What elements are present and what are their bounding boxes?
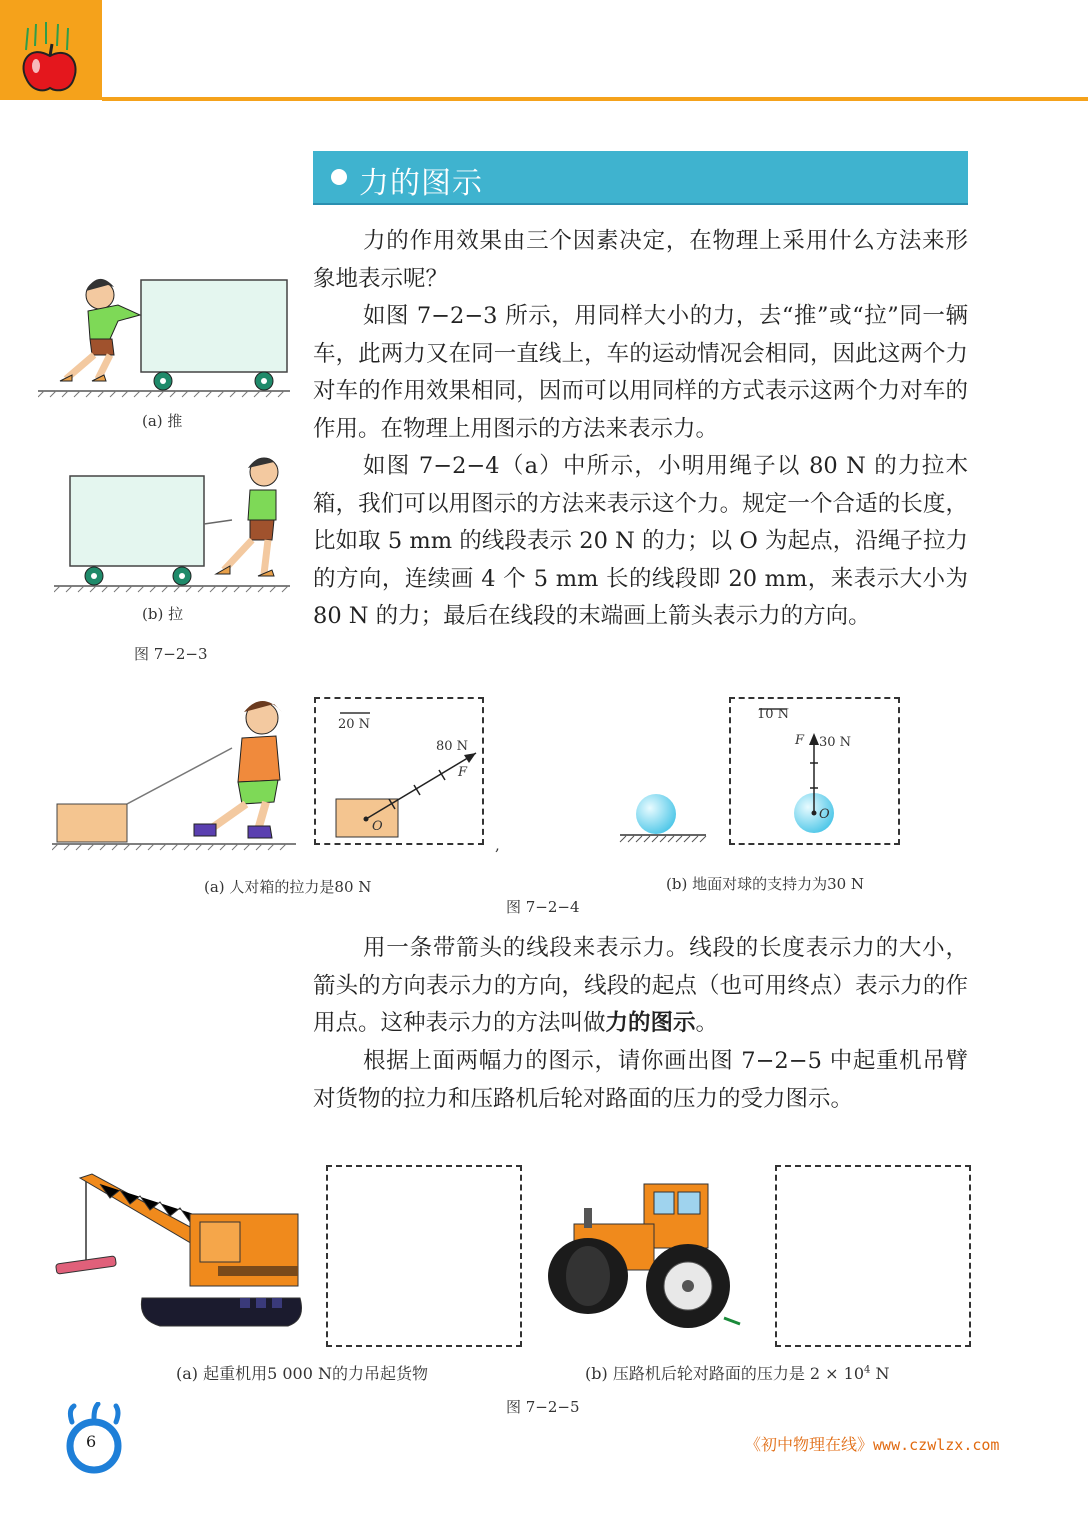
figure-boy-pulling-box <box>52 690 302 855</box>
paragraph-1: 力的作用效果由三个因素决定，在物理上采用什么方法来形象地表示呢？ <box>313 228 968 292</box>
figure-724-caption-a: (a) 人对箱的拉力是80 N <box>204 878 372 896</box>
figure-725-caption-b-unit: N <box>870 1364 890 1383</box>
figure-724-label: 图 7−2−4 <box>506 898 580 916</box>
paragraph-4-text: 用一条带箭头的线段来表示力。线段的长度表示力的大小，箭头的方向表示力的方向，线段的起点（也可用终点）表示力的作用点。这种表示力的方法叫做 <box>313 935 968 1036</box>
answer-box-crane[interactable] <box>326 1165 522 1347</box>
force-diagram-box-b <box>729 697 900 845</box>
force-label-a: 80 N <box>436 739 469 754</box>
figure-725-label: 图 7−2−5 <box>506 1398 580 1416</box>
section-header <box>313 151 968 205</box>
paragraph-4 <box>313 930 968 1043</box>
footer-url[interactable]: www.czwlzx.com <box>873 1436 1000 1454</box>
page-number: 6 <box>86 1432 97 1451</box>
apple-icon <box>0 0 102 100</box>
force-symbol-a: F <box>458 765 468 780</box>
figure-724-comma: , <box>495 836 500 854</box>
figure-724-caption-b: (b) 地面对球的支持力为30 N <box>666 875 865 893</box>
scale-label-b: 10 N <box>757 707 790 722</box>
figure-725-caption-b-exponent: 4 <box>864 1364 871 1376</box>
origin-label-b: O <box>819 807 830 822</box>
origin-label-a: O <box>372 819 383 834</box>
answer-box-roller[interactable] <box>775 1165 971 1347</box>
figure-723-caption-b: (b) 拉 <box>142 605 184 623</box>
figure-ball-on-ground <box>616 790 712 846</box>
figure-road-roller-illustration <box>548 1180 748 1335</box>
footer-site <box>745 1432 999 1455</box>
header-corner-block <box>0 0 102 100</box>
paragraph-3: 如图 7−2−4（a）中所示，小明用绳子以 80 N 的力拉木箱，我们可以用图示的方法来表示这个力。规定一个合适的长度，比如取 5 mm 的线段表示 20 N 的力；以 O 为起点，沿绳子拉力的方向，连续画 4 个 5 mm 长的线段即 20 mm，来表示大小为 80 N 的力；最后在线段的末端画上箭头表示力的方向。 <box>313 453 968 629</box>
figure-725-caption-b-text: (b) 压路机后轮对路面的压力是 2 × 10 <box>585 1364 865 1383</box>
figure-push-illustration <box>38 255 298 405</box>
section-title: 力的图示 <box>359 166 483 201</box>
footer-site-name: 《初中物理在线》 <box>745 1435 874 1454</box>
force-diagram-box-a <box>314 697 484 845</box>
force-symbol-b: F <box>795 733 805 748</box>
paragraph-4-end: 。 <box>695 1010 719 1036</box>
figure-723-label: 图 7−2−3 <box>134 645 208 663</box>
scale-label-a: 20 N <box>338 717 371 732</box>
figure-crane-illustration <box>50 1170 305 1345</box>
figure-723-caption-a: (a) 推 <box>142 412 183 430</box>
term-force-diagram: 力的图示 <box>605 1010 696 1036</box>
paragraph-5: 根据上面两幅力的图示，请你画出图 7−2−5 中起重机吊臂对货物的拉力和压路机后轮对路面的压力的受力图示。 <box>313 1048 968 1112</box>
figure-725-caption-a: (a) 起重机用5 000 N的力吊起货物 <box>176 1364 429 1383</box>
figure-725-caption-b <box>585 1361 890 1384</box>
force-label-b: 30 N <box>819 735 852 750</box>
bullet-dot-icon <box>331 169 347 185</box>
header-rule <box>102 97 1088 101</box>
figure-pull-illustration <box>54 450 294 600</box>
paragraph-2: 如图 7−2−3 所示，用同样大小的力，去“推”或“拉”同一辆车，此两力又在同一直线上，车的运动情况会相同，因此这两个力对车的作用效果相同，因而可以用同样的方式表示这两个力对车的作用。在物理上用图示的方法来表示力。 <box>313 303 968 442</box>
